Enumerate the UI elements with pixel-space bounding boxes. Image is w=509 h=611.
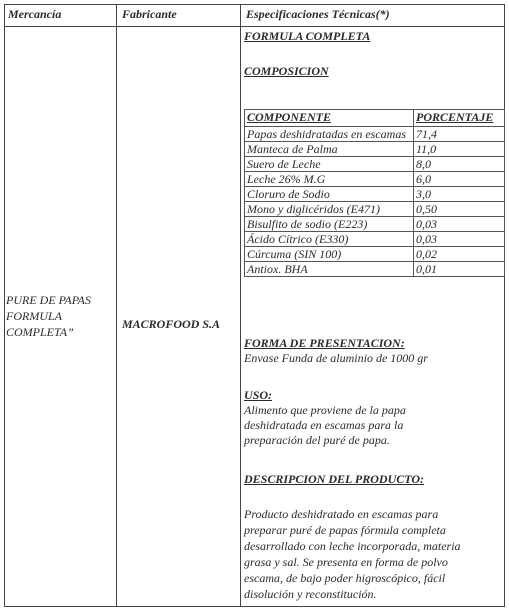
column-divider	[116, 4, 117, 607]
porcentaje-cell: 0,01	[414, 262, 505, 277]
componente-cell: Papas deshidratadas en escamas	[245, 127, 414, 142]
composition-row	[245, 262, 505, 277]
composition-row	[245, 142, 505, 157]
header-especificaciones: Especificaciones Técnicas(*)	[246, 7, 390, 21]
column-header-porcentaje: PORCENTAJE	[414, 110, 505, 127]
header-divider	[4, 26, 505, 27]
porcentaje-cell: 11,0	[414, 142, 505, 157]
uso-title: USO:	[244, 388, 273, 402]
componente-cell: Antiox. BHA	[245, 262, 414, 277]
porcentaje-cell: 0,50	[414, 202, 505, 217]
descripcion-line: preparar puré de papas fórmula completa	[244, 523, 446, 537]
composition-row	[245, 172, 505, 187]
header-mercancia: Mercancía	[8, 7, 62, 21]
composition-row	[245, 187, 505, 202]
componente-cell: Cúrcuma (SIN 100)	[245, 247, 414, 262]
header-fabricante: Fabricante	[122, 7, 177, 21]
porcentaje-cell: 0,02	[414, 247, 505, 262]
descripcion-title: DESCRIPCION DEL PRODUCTO:	[244, 472, 425, 486]
porcentaje-cell: 3,0	[414, 187, 505, 202]
composition-row	[245, 127, 505, 142]
uso-line: deshidratada en escamas para la	[244, 418, 404, 432]
descripcion-text	[244, 506, 461, 602]
formula-title: FORMULA COMPLETA	[244, 29, 371, 43]
forma-presentacion-title: FORMA DE PRESENTACION:	[244, 336, 405, 350]
uso-line: preparación del puré de papa.	[244, 433, 390, 447]
composition-row	[245, 217, 505, 232]
column-header-componente: COMPONENTE	[245, 110, 414, 127]
uso-text	[244, 403, 406, 448]
componente-cell: Bisulfito de sodio (E223)	[245, 217, 414, 232]
porcentaje-cell: 71,4	[414, 127, 505, 142]
descripcion-line: disolución y reconstitución.	[244, 587, 377, 601]
forma-presentacion-text: Envase Funda de aluminio de 1000 gr	[244, 351, 428, 365]
composition-table-header-row	[245, 110, 505, 127]
descripcion-line: grasa y sal. Se presenta en forma de polvo	[244, 555, 448, 569]
descripcion-line: escama, de bajo poder higroscópico, fácil	[244, 571, 446, 585]
componente-cell: Manteca de Palma	[245, 142, 414, 157]
column-divider	[240, 4, 241, 607]
porcentaje-cell: 0,03	[414, 232, 505, 247]
componente-cell: Cloruro de Sodio	[245, 187, 414, 202]
composicion-title: COMPOSICION	[244, 64, 329, 78]
composition-row	[245, 247, 505, 262]
composition-table	[244, 109, 505, 277]
porcentaje-cell: 8,0	[414, 157, 505, 172]
porcentaje-cell: 6,0	[414, 172, 505, 187]
mercancia-name: PURE DE PAPAS FORMULA COMPLETA”	[6, 293, 91, 339]
composition-row	[245, 232, 505, 247]
componente-cell: Ácido Cítrico (E330)	[245, 232, 414, 247]
componente-cell: Leche 26% M.G	[245, 172, 414, 187]
fabricante-name: MACROFOOD S.A	[122, 317, 221, 331]
porcentaje-cell: 0,03	[414, 217, 505, 232]
uso-line: Alimento que proviene de la papa	[244, 403, 406, 417]
componente-cell: Suero de Leche	[245, 157, 414, 172]
componente-cell: Mono y diglicéridos (E471)	[245, 202, 414, 217]
descripcion-line: desarrollado con leche incorporada, materia	[244, 539, 461, 553]
descripcion-line: Producto deshidratado en escamas para	[244, 507, 439, 521]
composition-row	[245, 202, 505, 217]
composition-row	[245, 157, 505, 172]
